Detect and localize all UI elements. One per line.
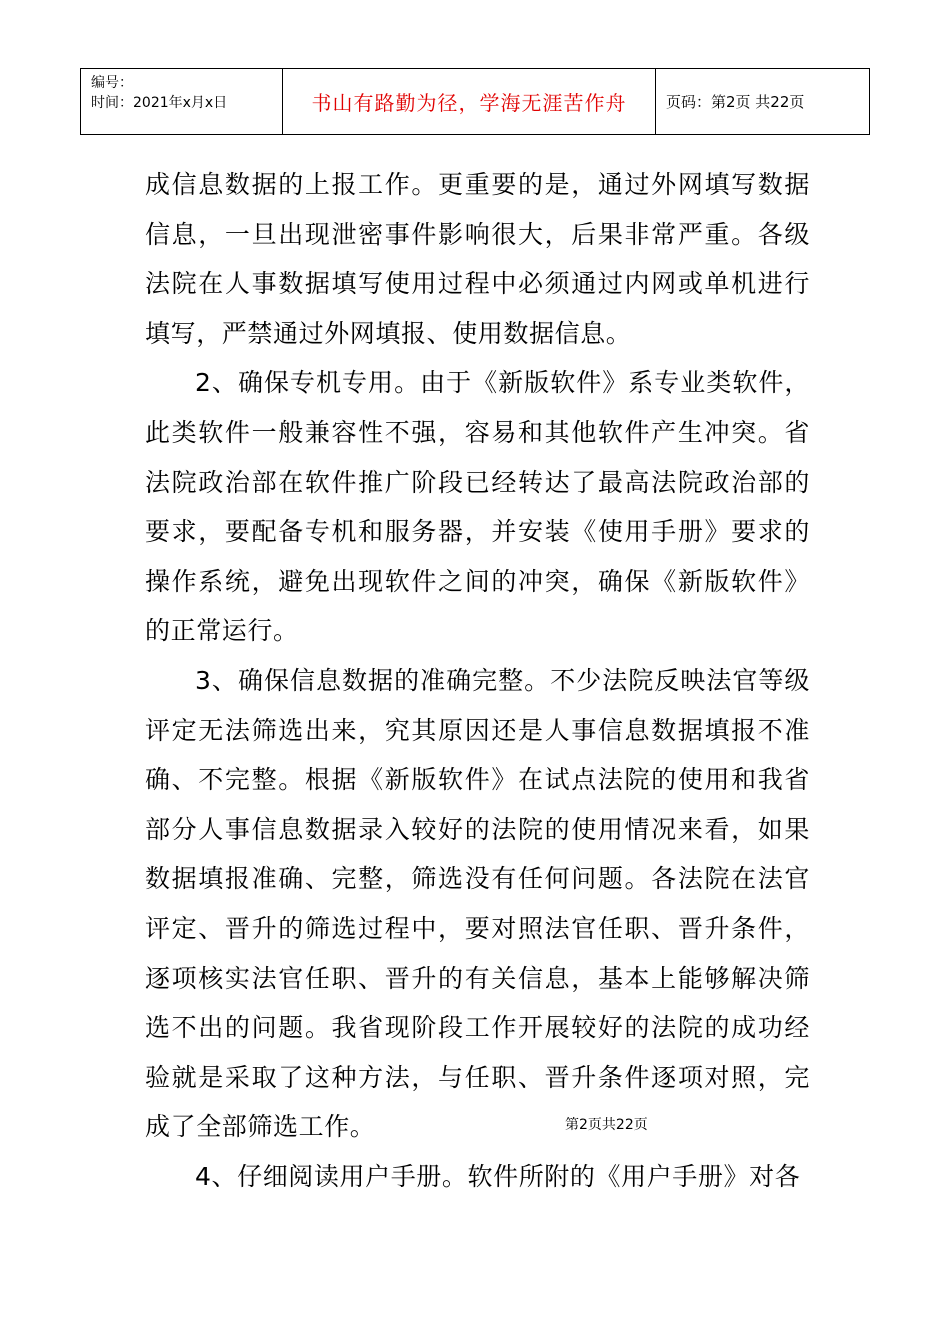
header-table xyxy=(80,68,870,135)
header-meta-cell xyxy=(81,69,283,134)
paragraph-4: 4、仔细阅读用户手册。软件所附的《用户手册》对各 xyxy=(195,1161,801,1191)
serial-number-label: 编号： xyxy=(91,75,133,91)
date-label: 时间：2021年x月x日 xyxy=(91,95,228,111)
header-motto: 书山有路勤为径，学海无涯苦作舟 xyxy=(283,69,656,134)
paragraph-1: 成信息数据的上报工作。更重要的是，通过外网填写数据信息，一旦出现泄密事件影响很大，后果非常严重。各级法院在人事数据填写使用过程中必须通过内网或单机进行填写，严禁通过外网填报、使用数据信息。 xyxy=(145,170,810,348)
paragraph-3: 3、确保信息数据的准确完整。不少法院反映法官等级评定无法筛选出来，究其原因还是人事信息数据填报不准确、不完整。根据《新版软件》在试点法院的使用和我省部分人事信息数据录入较好的法院的使用情况来看，如果数据填报准确、完整，筛选没有任何问题。各法院在法官评定、晋升的筛选过程中，要对照法官任职、晋升条件，逐项核实法官任职、晋升的有关信息，基本上能够解决筛选不出的问题。我省现阶段工作开展较好的法院的成功经验就是采取了这种方法，与任职、晋升条件逐项对照，完成了全部筛选工作。 xyxy=(145,665,810,1142)
document-body xyxy=(145,160,810,1201)
footer-page-number: 第2页共22页 xyxy=(565,1117,648,1133)
paragraph-2: 2、确保专机专用。由于《新版软件》系专业类软件，此类软件一般兼容性不强，容易和其他软件产生冲突。省法院政治部在软件推广阶段已经转达了最高法院政治部的要求，要配备专机和服务器，并安装《使用手册》要求的操作系统，避免出现软件之间的冲突，确保《新版软件》的正常运行。 xyxy=(145,368,810,646)
header-page-label: 页码：第2页 共22页 xyxy=(666,93,805,111)
